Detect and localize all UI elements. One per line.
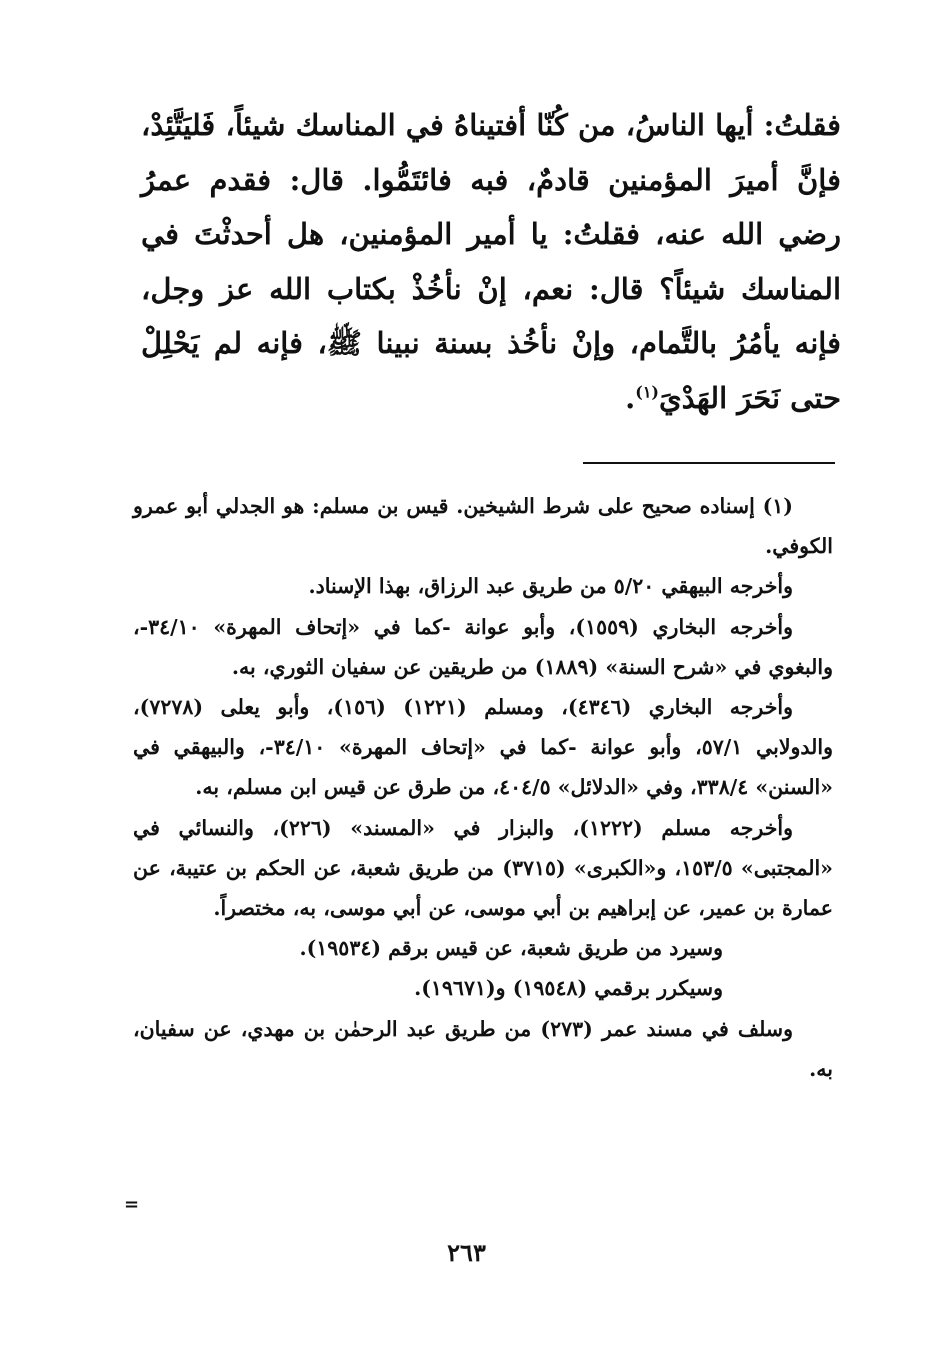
page-number: ٢٦٣ (447, 1238, 486, 1267)
footnote-paragraph: وأخرجه البيهقي ٥/٢٠ من طريق عبد الرزاق، بهذا الإسناد. (308, 574, 793, 599)
footnote-paragraph: وأخرجه البخاري (٤٣٤٦)، ومسلم (١٢٢١) (١٥٦)، وأبو يعلى (٧٢٧٨)، والدولابي ٥٧/١، وأبو عوانة -كما في «إتحاف المهرة» ٣٤/١٠-، والبيهقي في «السنن» ٣٣٨/٤، وفي «الدلائل» ٤٠٤/٥، من طرق عن قيس ابن مسلم، به. (133, 695, 834, 800)
footnote-reference: (١) (635, 381, 659, 401)
footnote-paragraph: وأخرجه مسلم (١٢٢٢)، والبزار في «المسند» (٢٢٦)، والنسائي في «المجتبى» ١٥٣/٥، و«الكبرى» (٣٧١٥) من طريق شعبة، عن الحكم بن عتيبة، عن عمارة بن عمير، عن إبراهيم بن أبي موسى، عن أبي موسى، به، مختصراً. (133, 815, 833, 921)
continuation-mark: = (124, 1194, 140, 1215)
main-paragraph-text: فقلتُ: أيها الناسُ، من كُنّا أفتيناهُ في المناسك شيئاً، فَليَتَّئِدْ، فإنَّ أميرَ المؤمنين قادمٌ، فبه فائتَمُّوا. قال: فقدم عمرُ رضي الله عنه، فقلتُ: يا أمير المؤمنين، هل أحدثْتَ في المناسك شيئاً؟ قال: نعم، إنْ نأخُذْ بكتاب الله عز وجل، فإنه يأمُرُ بالتَّمام، وإنْ نأخُذ بسنة نبينا ﷺ، فإنه لم يَحْلِلْ حتى نَحَرَ الهَدْيَ (141, 108, 841, 415)
main-paragraph (141, 98, 841, 425)
footnote-paragraph: وسيرد من طريق شعبة، عن قيس برقم (١٩٥٣٤). (299, 936, 723, 961)
footnote-separator-rule (583, 462, 835, 464)
footnote-paragraph: (١) إسناده صحيح على شرط الشيخين. قيس بن مسلم: هو الجدلي أبو عمرو الكوفي. (133, 494, 833, 559)
footnote-paragraph: وسلف في مسند عمر (٢٧٣) من طريق عبد الرحمٰن بن مهدي، عن سفيان، به. (133, 1016, 833, 1081)
footnote-paragraph: وسيكرر برقمي (١٩٥٤٨) و(١٩٦٧١). (414, 976, 723, 1001)
footnotes-block (133, 486, 833, 1089)
main-text-block (141, 98, 841, 425)
main-paragraph-end: . (625, 380, 636, 415)
footnote-paragraph: وأخرجه البخاري (١٥٥٩)، وأبو عوانة -كما في «إتحاف المهرة» ٣٤/١٠-، والبغوي في «شرح السنة» (١٨٨٩) من طريقين عن سفيان الثوري، به. (133, 614, 833, 679)
